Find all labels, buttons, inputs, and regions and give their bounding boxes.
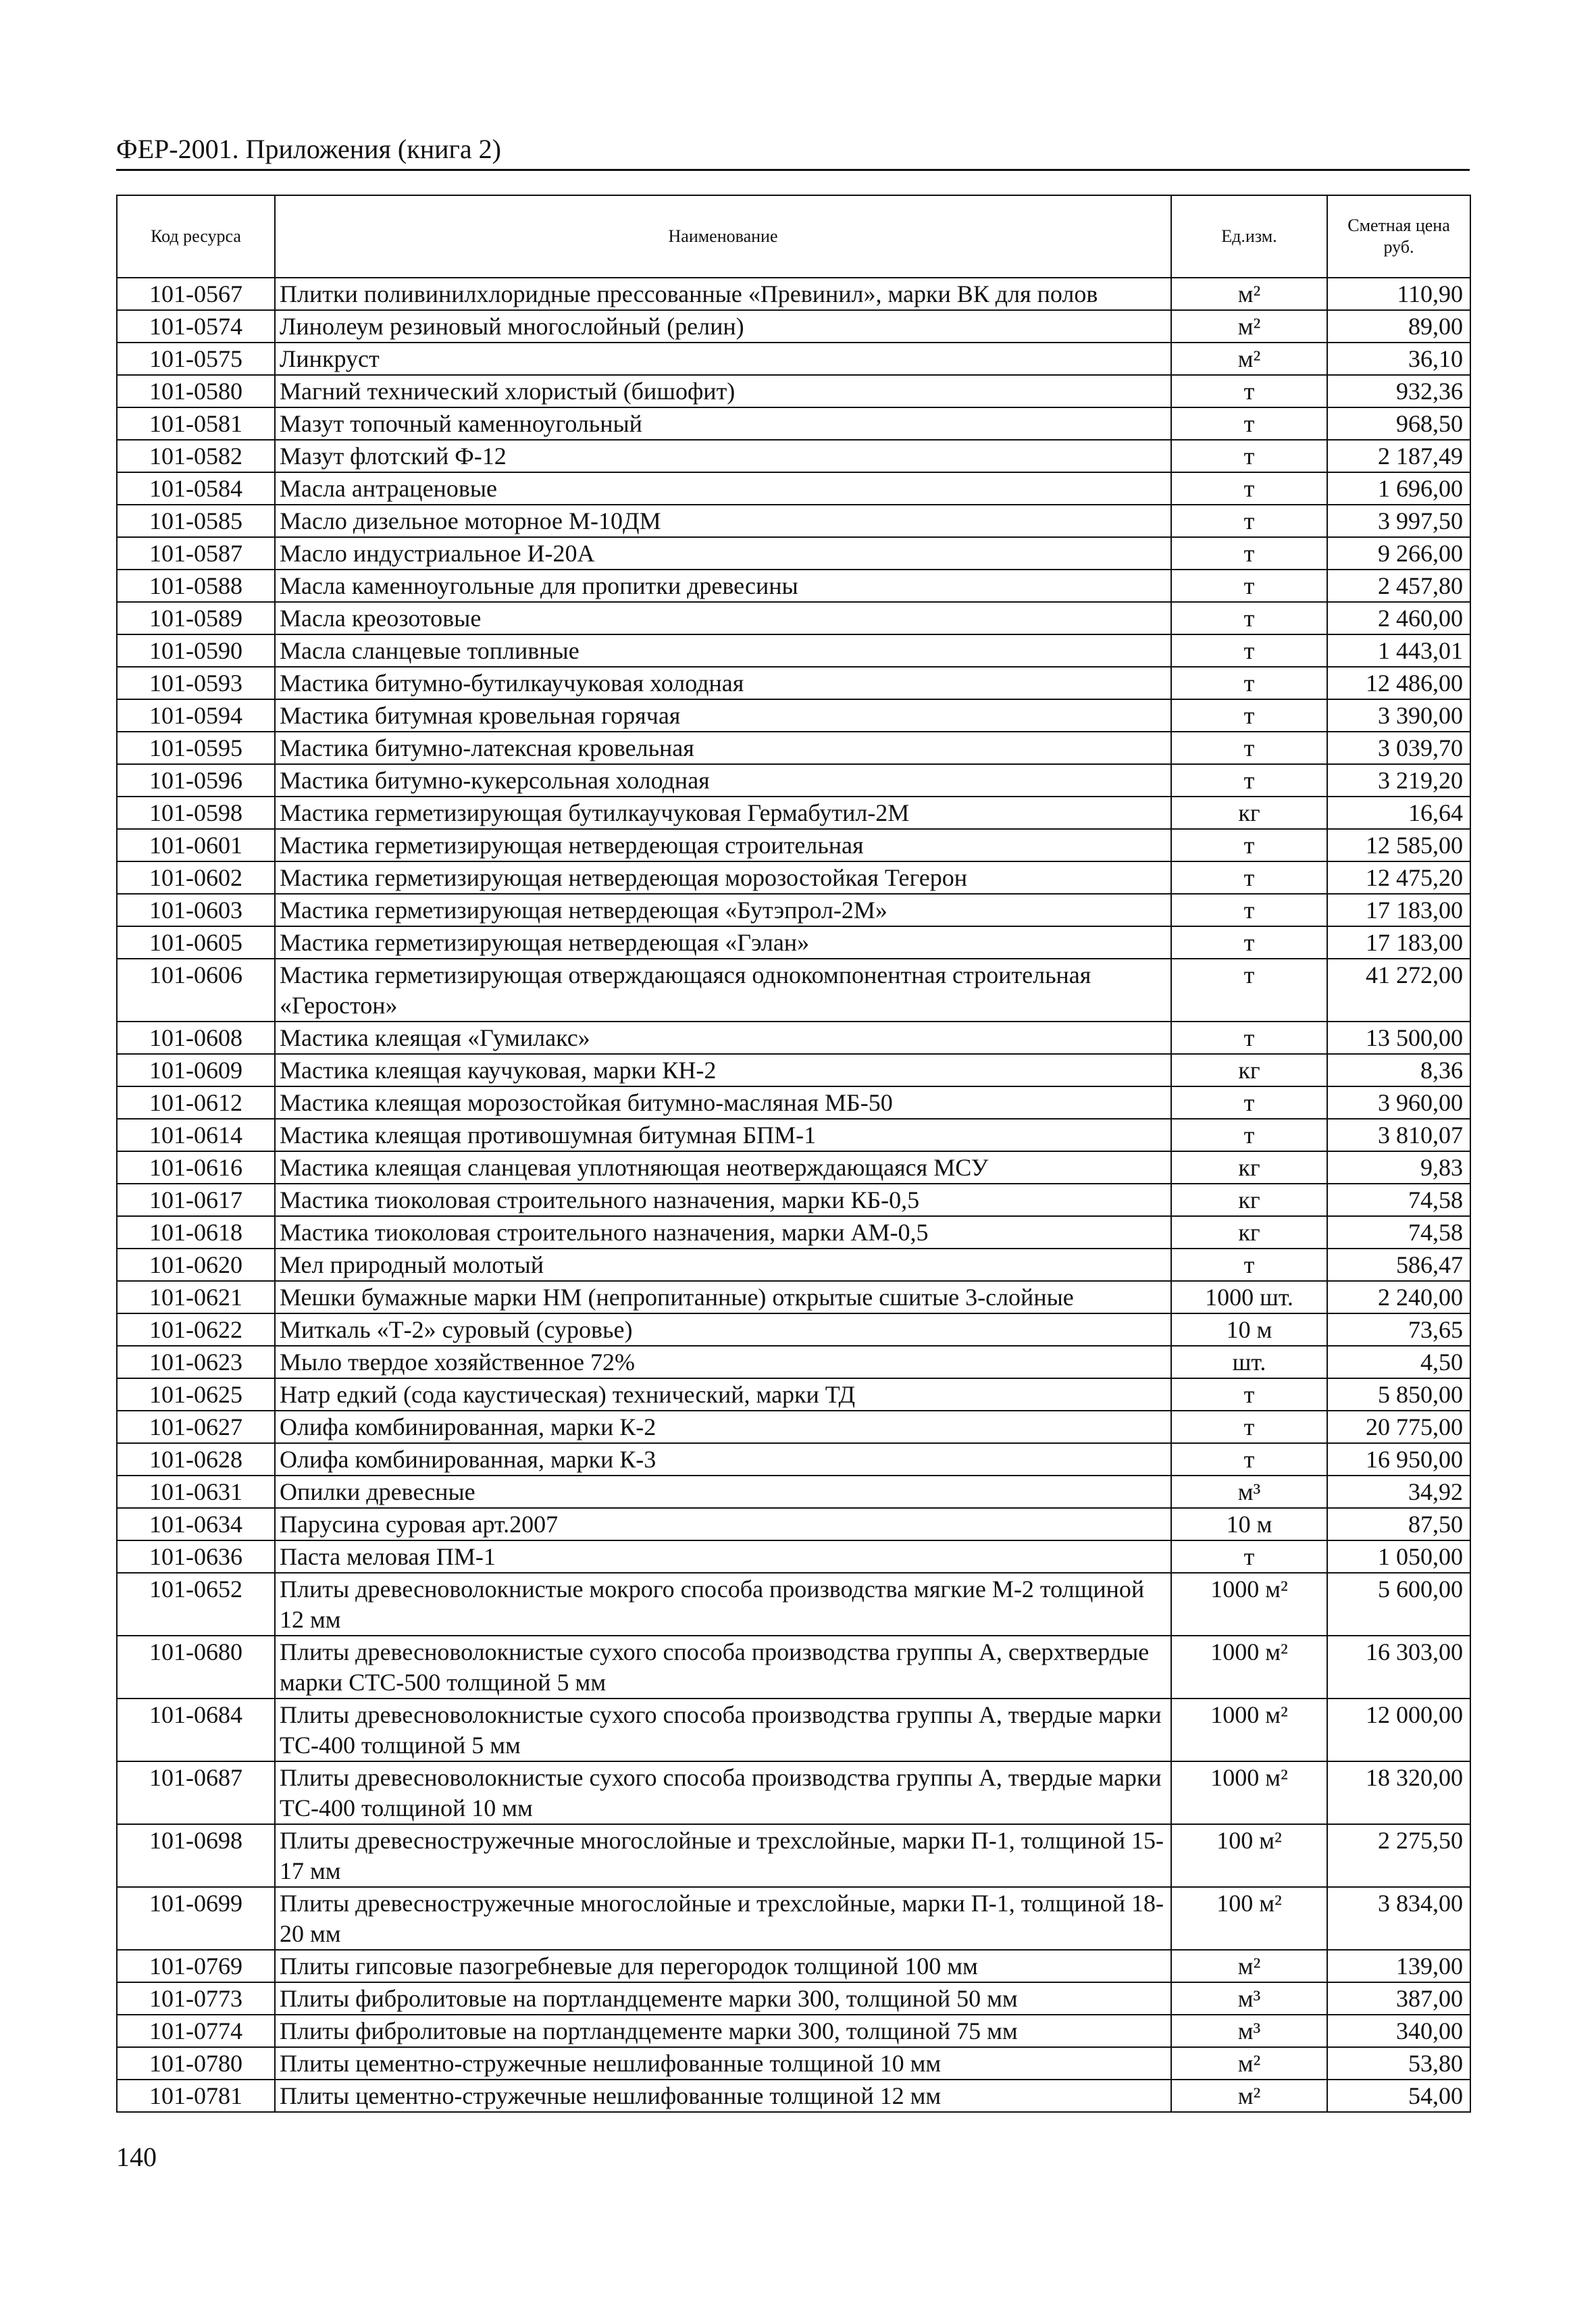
cell-name: Мастика герметизирующая нетвердеющая «Гэлан» <box>275 926 1171 959</box>
cell-unit: т <box>1171 1540 1327 1573</box>
cell-name: Мазут топочный каменноугольный <box>275 407 1171 440</box>
cell-price: 16,64 <box>1327 797 1470 829</box>
cell-unit: т <box>1171 375 1327 407</box>
cell-unit: кг <box>1171 1151 1327 1184</box>
table-row <box>117 926 1470 959</box>
cell-name: Мастика клеящая «Гумилакс» <box>275 1022 1171 1054</box>
table-row <box>117 1761 1470 1824</box>
cell-unit: м² <box>1171 343 1327 375</box>
table-row <box>117 1313 1470 1346</box>
table-row <box>117 375 1470 407</box>
cell-name: Магний технический хлористый (бишофит) <box>275 375 1171 407</box>
cell-price: 34,92 <box>1327 1476 1470 1508</box>
cell-code: 101-0636 <box>117 1540 275 1573</box>
cell-price: 17 183,00 <box>1327 894 1470 926</box>
cell-price: 3 810,07 <box>1327 1119 1470 1151</box>
cell-unit: т <box>1171 440 1327 472</box>
cell-price: 968,50 <box>1327 407 1470 440</box>
table-row <box>117 699 1470 732</box>
cell-name: Паста меловая ПМ-1 <box>275 1540 1171 1573</box>
cell-price: 3 219,20 <box>1327 764 1470 797</box>
table-row <box>117 959 1470 1022</box>
cell-name: Мастика битумная кровельная горячая <box>275 699 1171 732</box>
column-header-price: Сметная цена руб. <box>1327 195 1470 278</box>
cell-unit: 10 м <box>1171 1313 1327 1346</box>
cell-unit: т <box>1171 1119 1327 1151</box>
cell-price: 4,50 <box>1327 1346 1470 1378</box>
cell-name: Опилки древесные <box>275 1476 1171 1508</box>
table-row <box>117 2080 1470 2112</box>
cell-code: 101-0585 <box>117 505 275 537</box>
cell-price: 387,00 <box>1327 1982 1470 2015</box>
cell-name: Олифа комбинированная, марки К-2 <box>275 1411 1171 1443</box>
cell-price: 87,50 <box>1327 1508 1470 1540</box>
cell-code: 101-0590 <box>117 634 275 667</box>
cell-code: 101-0612 <box>117 1086 275 1119</box>
cell-unit: т <box>1171 472 1327 505</box>
cell-price: 17 183,00 <box>1327 926 1470 959</box>
table-row <box>117 1022 1470 1054</box>
table-row <box>117 732 1470 764</box>
cell-unit: т <box>1171 667 1327 699</box>
cell-price: 54,00 <box>1327 2080 1470 2112</box>
table-row <box>117 764 1470 797</box>
cell-code: 101-0606 <box>117 959 275 1022</box>
cell-price: 1 443,01 <box>1327 634 1470 667</box>
cell-price: 16 950,00 <box>1327 1443 1470 1476</box>
page-number: 140 <box>116 2142 157 2172</box>
cell-price: 53,80 <box>1327 2047 1470 2080</box>
cell-code: 101-0582 <box>117 440 275 472</box>
cell-code: 101-0621 <box>117 1281 275 1313</box>
cell-price: 12 000,00 <box>1327 1699 1470 1761</box>
running-header: ФЕР-2001. Приложения (книга 2) <box>116 134 501 164</box>
cell-price: 16 303,00 <box>1327 1636 1470 1699</box>
table-row <box>117 602 1470 634</box>
cell-unit: кг <box>1171 797 1327 829</box>
cell-unit: м² <box>1171 310 1327 343</box>
cell-name: Мел природный молотый <box>275 1249 1171 1281</box>
table-row <box>117 570 1470 602</box>
cell-unit: 100 м² <box>1171 1824 1327 1887</box>
cell-price: 36,10 <box>1327 343 1470 375</box>
cell-name: Мастика битумно-латексная кровельная <box>275 732 1171 764</box>
cell-name: Плиты фибролитовые на портландцементе марки 300, толщиной 75 мм <box>275 2015 1171 2047</box>
cell-price: 5 600,00 <box>1327 1573 1470 1636</box>
cell-code: 101-0680 <box>117 1636 275 1699</box>
cell-code: 101-0618 <box>117 1216 275 1249</box>
cell-unit: т <box>1171 602 1327 634</box>
cell-price: 3 039,70 <box>1327 732 1470 764</box>
cell-name: Масла креозотовые <box>275 602 1171 634</box>
cell-name: Мастика герметизирующая нетвердеющая строительная <box>275 829 1171 861</box>
cell-unit: т <box>1171 1443 1327 1476</box>
table-row <box>117 1378 1470 1411</box>
cell-unit: м² <box>1171 2080 1327 2112</box>
cell-code: 101-0617 <box>117 1184 275 1216</box>
cell-price: 5 850,00 <box>1327 1378 1470 1411</box>
cell-unit: т <box>1171 634 1327 667</box>
table-row <box>117 634 1470 667</box>
cell-unit: шт. <box>1171 1346 1327 1378</box>
table-row <box>117 343 1470 375</box>
cell-price: 2 240,00 <box>1327 1281 1470 1313</box>
cell-price: 9,83 <box>1327 1151 1470 1184</box>
table-header-row <box>117 195 1470 278</box>
cell-name: Плиты цементно-стружечные нешлифованные толщиной 10 мм <box>275 2047 1171 2080</box>
cell-price: 89,00 <box>1327 310 1470 343</box>
cell-code: 101-0609 <box>117 1054 275 1086</box>
table-row <box>117 1636 1470 1699</box>
cell-price: 74,58 <box>1327 1184 1470 1216</box>
cell-code: 101-0601 <box>117 829 275 861</box>
cell-price: 1 696,00 <box>1327 472 1470 505</box>
cell-code: 101-0594 <box>117 699 275 732</box>
cell-unit: т <box>1171 764 1327 797</box>
table-row <box>117 667 1470 699</box>
cell-price: 13 500,00 <box>1327 1022 1470 1054</box>
cell-price: 20 775,00 <box>1327 1411 1470 1443</box>
cell-price: 340,00 <box>1327 2015 1470 2047</box>
table-row <box>117 1982 1470 2015</box>
cell-unit: т <box>1171 537 1327 570</box>
cell-code: 101-0699 <box>117 1887 275 1950</box>
cell-code: 101-0634 <box>117 1508 275 1540</box>
cell-unit: м³ <box>1171 1476 1327 1508</box>
cell-code: 101-0620 <box>117 1249 275 1281</box>
cell-unit: 1000 шт. <box>1171 1281 1327 1313</box>
cell-code: 101-0605 <box>117 926 275 959</box>
cell-name: Мастика клеящая противошумная битумная БПМ-1 <box>275 1119 1171 1151</box>
cell-name: Плиты гипсовые пазогребневые для перегородок толщиной 100 мм <box>275 1950 1171 1982</box>
cell-unit: м³ <box>1171 2015 1327 2047</box>
cell-name: Плиты фибролитовые на портландцементе марки 300, толщиной 50 мм <box>275 1982 1171 2015</box>
cell-name: Линкруст <box>275 343 1171 375</box>
cell-price: 2 187,49 <box>1327 440 1470 472</box>
cell-code: 101-0616 <box>117 1151 275 1184</box>
cell-unit: 1000 м² <box>1171 1636 1327 1699</box>
table-row <box>117 2047 1470 2080</box>
cell-unit: 100 м² <box>1171 1887 1327 1950</box>
table-row <box>117 1476 1470 1508</box>
cell-name: Линолеум резиновый многослойный (релин) <box>275 310 1171 343</box>
cell-unit: т <box>1171 570 1327 602</box>
table-row <box>117 1249 1470 1281</box>
cell-price: 9 266,00 <box>1327 537 1470 570</box>
table-row <box>117 861 1470 894</box>
cell-name: Масла каменноугольные для пропитки древесины <box>275 570 1171 602</box>
cell-name: Натр едкий (сода каустическая) технический, марки ТД <box>275 1378 1171 1411</box>
cell-name: Масло дизельное моторное М-10ДМ <box>275 505 1171 537</box>
cell-unit: т <box>1171 732 1327 764</box>
cell-unit: м² <box>1171 2047 1327 2080</box>
cell-name: Масло индустриальное И-20А <box>275 537 1171 570</box>
cell-unit: т <box>1171 407 1327 440</box>
cell-name: Мастика клеящая каучуковая, марки КН-2 <box>275 1054 1171 1086</box>
cell-code: 101-0628 <box>117 1443 275 1476</box>
cell-name: Олифа комбинированная, марки К-3 <box>275 1443 1171 1476</box>
cell-code: 101-0623 <box>117 1346 275 1378</box>
cell-code: 101-0581 <box>117 407 275 440</box>
cell-unit: м² <box>1171 1950 1327 1982</box>
cell-code: 101-0580 <box>117 375 275 407</box>
table-row <box>117 310 1470 343</box>
cell-code: 101-0687 <box>117 1761 275 1824</box>
cell-name: Плиты древесноволокнистые сухого способа производства группы А, твердые марки ТС-400 толщиной 10 мм <box>275 1761 1171 1824</box>
cell-price: 3 834,00 <box>1327 1887 1470 1950</box>
cell-price: 3 390,00 <box>1327 699 1470 732</box>
cell-unit: кг <box>1171 1184 1327 1216</box>
cell-code: 101-0625 <box>117 1378 275 1411</box>
cell-unit: т <box>1171 861 1327 894</box>
table-row <box>117 894 1470 926</box>
table-row <box>117 1054 1470 1086</box>
cell-code: 101-0684 <box>117 1699 275 1761</box>
table-row <box>117 1508 1470 1540</box>
table-row <box>117 1950 1470 1982</box>
cell-name: Мастика герметизирующая бутилкаучуковая Гермабутил-2М <box>275 797 1171 829</box>
cell-price: 8,36 <box>1327 1054 1470 1086</box>
table-row <box>117 440 1470 472</box>
table-row <box>117 1216 1470 1249</box>
cell-code: 101-0627 <box>117 1411 275 1443</box>
cell-code: 101-0575 <box>117 343 275 375</box>
cell-name: Мастика битумно-бутилкаучуковая холодная <box>275 667 1171 699</box>
cell-code: 101-0769 <box>117 1950 275 1982</box>
cell-unit: т <box>1171 1022 1327 1054</box>
cell-name: Мазут флотский Ф-12 <box>275 440 1171 472</box>
cell-code: 101-0614 <box>117 1119 275 1151</box>
cell-price: 74,58 <box>1327 1216 1470 1249</box>
cell-code: 101-0773 <box>117 1982 275 2015</box>
cell-code: 101-0698 <box>117 1824 275 1887</box>
cell-unit: т <box>1171 894 1327 926</box>
cell-name: Мастика герметизирующая отверждающаяся однокомпонентная строительная «Героcтон» <box>275 959 1171 1022</box>
cell-name: Мастика герметизирующая нетвердеющая морозостойкая Тегерон <box>275 861 1171 894</box>
cell-name: Мастика герметизирующая нетвердеющая «Бутэпрол-2М» <box>275 894 1171 926</box>
cell-unit: т <box>1171 1249 1327 1281</box>
cell-name: Мыло твердое хозяйственное 72% <box>275 1346 1171 1378</box>
cell-name: Плиты древесностружечные многослойные и трехслойные, марки П-1, толщиной 18-20 мм <box>275 1887 1171 1950</box>
table-row <box>117 1824 1470 1887</box>
cell-code: 101-0587 <box>117 537 275 570</box>
table-row <box>117 829 1470 861</box>
table-row <box>117 278 1470 310</box>
cell-code: 101-0588 <box>117 570 275 602</box>
cell-name: Мастика клеящая морозостойкая битумно-масляная МБ-50 <box>275 1086 1171 1119</box>
cell-unit: 1000 м² <box>1171 1761 1327 1824</box>
column-header-code: Код ресурса <box>117 195 275 278</box>
cell-unit: 10 м <box>1171 1508 1327 1540</box>
cell-code: 101-0595 <box>117 732 275 764</box>
cell-name: Мастика тиоколовая строительного назначения, марки АМ-0,5 <box>275 1216 1171 1249</box>
cell-name: Мастика тиоколовая строительного назначения, марки КБ-0,5 <box>275 1184 1171 1216</box>
cell-code: 101-0652 <box>117 1573 275 1636</box>
cell-unit: т <box>1171 829 1327 861</box>
column-header-name: Наименование <box>275 195 1171 278</box>
cell-unit: м² <box>1171 278 1327 310</box>
cell-unit: т <box>1171 505 1327 537</box>
cell-code: 101-0781 <box>117 2080 275 2112</box>
cell-price: 110,90 <box>1327 278 1470 310</box>
cell-name: Парусина суровая арт.2007 <box>275 1508 1171 1540</box>
table-row <box>117 1119 1470 1151</box>
cell-code: 101-0780 <box>117 2047 275 2080</box>
table-row <box>117 407 1470 440</box>
cell-code: 101-0574 <box>117 310 275 343</box>
cell-price: 1 050,00 <box>1327 1540 1470 1573</box>
cell-price: 3 960,00 <box>1327 1086 1470 1119</box>
cell-price: 2 457,80 <box>1327 570 1470 602</box>
cell-price: 73,65 <box>1327 1313 1470 1346</box>
table-row <box>117 797 1470 829</box>
cell-price: 2 275,50 <box>1327 1824 1470 1887</box>
table-row <box>117 1699 1470 1761</box>
cell-price: 12 486,00 <box>1327 667 1470 699</box>
cell-price: 3 997,50 <box>1327 505 1470 537</box>
cell-code: 101-0598 <box>117 797 275 829</box>
table-row <box>117 1540 1470 1573</box>
table-row <box>117 1346 1470 1378</box>
cell-name: Плитки поливинилхлоридные прессованные «Превинил», марки ВК для полов <box>275 278 1171 310</box>
cell-name: Плиты древесноволокнистые сухого способа производства группы А, твердые марки ТС-400 толщиной 5 мм <box>275 1699 1171 1761</box>
cell-unit: кг <box>1171 1216 1327 1249</box>
cell-code: 101-0589 <box>117 602 275 634</box>
cell-name: Мастика битумно-кукерсольная холодная <box>275 764 1171 797</box>
resource-price-table <box>116 195 1471 2113</box>
table-row <box>117 505 1470 537</box>
cell-price: 12 585,00 <box>1327 829 1470 861</box>
cell-code: 101-0602 <box>117 861 275 894</box>
cell-name: Миткаль «Т-2» суровый (суровье) <box>275 1313 1171 1346</box>
cell-unit: кг <box>1171 1054 1327 1086</box>
table-row <box>117 1887 1470 1950</box>
cell-price: 12 475,20 <box>1327 861 1470 894</box>
cell-code: 101-0631 <box>117 1476 275 1508</box>
cell-name: Плиты древесноволокнистые мокрого способа производства мягкие М-2 толщиной 12 мм <box>275 1573 1171 1636</box>
header-rule <box>116 169 1470 171</box>
cell-unit: т <box>1171 1378 1327 1411</box>
cell-name: Мастика клеящая сланцевая уплотняющая неотверждающаяся МСУ <box>275 1151 1171 1184</box>
cell-unit: т <box>1171 926 1327 959</box>
cell-price: 139,00 <box>1327 1950 1470 1982</box>
cell-name: Плиты древесноволокнистые сухого способа производства группы А, сверхтвердые марки СТС-500 толщиной 5 мм <box>275 1636 1171 1699</box>
column-header-unit: Ед.изм. <box>1171 195 1327 278</box>
table-row <box>117 1411 1470 1443</box>
cell-price: 586,47 <box>1327 1249 1470 1281</box>
table-row <box>117 537 1470 570</box>
table-body <box>117 278 1470 2112</box>
cell-code: 101-0774 <box>117 2015 275 2047</box>
cell-name: Масла сланцевые топливные <box>275 634 1171 667</box>
cell-price: 2 460,00 <box>1327 602 1470 634</box>
cell-name: Плиты цементно-стружечные нешлифованные толщиной 12 мм <box>275 2080 1171 2112</box>
cell-name: Мешки бумажные марки НМ (непропитанные) открытые сшитые 3-слойные <box>275 1281 1171 1313</box>
cell-code: 101-0622 <box>117 1313 275 1346</box>
cell-unit: т <box>1171 699 1327 732</box>
table-row <box>117 1573 1470 1636</box>
cell-unit: 1000 м² <box>1171 1699 1327 1761</box>
table-row <box>117 2015 1470 2047</box>
cell-code: 101-0603 <box>117 894 275 926</box>
cell-unit: т <box>1171 959 1327 1022</box>
table-row <box>117 1151 1470 1184</box>
cell-price: 41 272,00 <box>1327 959 1470 1022</box>
cell-price: 18 320,00 <box>1327 1761 1470 1824</box>
cell-unit: 1000 м² <box>1171 1573 1327 1636</box>
cell-code: 101-0596 <box>117 764 275 797</box>
table-row <box>117 1281 1470 1313</box>
table-row <box>117 1086 1470 1119</box>
table-row <box>117 1184 1470 1216</box>
cell-code: 101-0593 <box>117 667 275 699</box>
cell-unit: м³ <box>1171 1982 1327 2015</box>
cell-name: Масла антраценовые <box>275 472 1171 505</box>
table-row <box>117 472 1470 505</box>
cell-code: 101-0584 <box>117 472 275 505</box>
table-row <box>117 1443 1470 1476</box>
cell-code: 101-0608 <box>117 1022 275 1054</box>
cell-code: 101-0567 <box>117 278 275 310</box>
cell-unit: т <box>1171 1086 1327 1119</box>
cell-name: Плиты древесностружечные многослойные и трехслойные, марки П-1, толщиной 15-17 мм <box>275 1824 1171 1887</box>
cell-price: 932,36 <box>1327 375 1470 407</box>
cell-unit: т <box>1171 1411 1327 1443</box>
